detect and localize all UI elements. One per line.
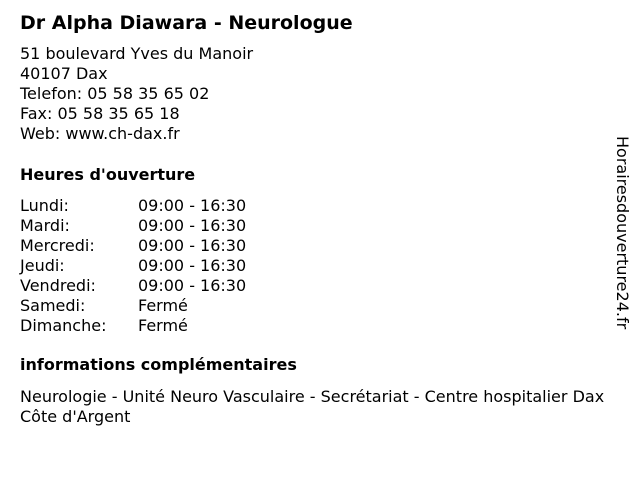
time-value: 09:00 - 16:30	[138, 276, 247, 295]
time-value: 09:00 - 16:30	[138, 196, 247, 215]
hours-table	[20, 196, 620, 336]
hours-heading: Heures d'ouverture	[20, 165, 196, 184]
contact-block	[20, 44, 620, 144]
hours-row-sunday	[20, 316, 620, 336]
phone-number: Telefon: 05 58 35 65 02	[20, 84, 210, 103]
time-value: 09:00 - 16:30	[138, 236, 247, 255]
day-label: Lundi:	[20, 196, 69, 215]
day-label: Vendredi:	[20, 276, 96, 295]
business-card	[20, 10, 620, 427]
day-label: Mercredi:	[20, 236, 95, 255]
hours-row-thursday	[20, 256, 620, 276]
website: Web: www.ch-dax.fr	[20, 124, 180, 143]
time-value: Fermé	[138, 296, 188, 315]
time-value: 09:00 - 16:30	[138, 256, 247, 275]
city-postcode: 40107 Dax	[20, 64, 108, 83]
hours-row-tuesday	[20, 216, 620, 236]
time-value: 09:00 - 16:30	[138, 216, 247, 235]
fax-number: Fax: 05 58 35 65 18	[20, 104, 180, 123]
hours-row-saturday	[20, 296, 620, 316]
hours-row-wednesday	[20, 236, 620, 256]
site-watermark: Horairesdouverture24.fr	[613, 136, 632, 330]
page-title: Dr Alpha Diawara - Neurologue	[20, 12, 353, 34]
info-heading: informations complémentaires	[20, 355, 297, 374]
day-label: Dimanche:	[20, 316, 107, 335]
info-description: Neurologie - Unité Neuro Vasculaire - Secrétariat - Centre hospitalier Dax Côte d'Argent	[20, 387, 605, 426]
day-label: Samedi:	[20, 296, 86, 315]
time-value: Fermé	[138, 316, 188, 335]
day-label: Mardi:	[20, 216, 70, 235]
hours-row-monday	[20, 196, 620, 216]
hours-row-friday	[20, 276, 620, 296]
street-address: 51 boulevard Yves du Manoir	[20, 44, 254, 63]
day-label: Jeudi:	[20, 256, 65, 275]
